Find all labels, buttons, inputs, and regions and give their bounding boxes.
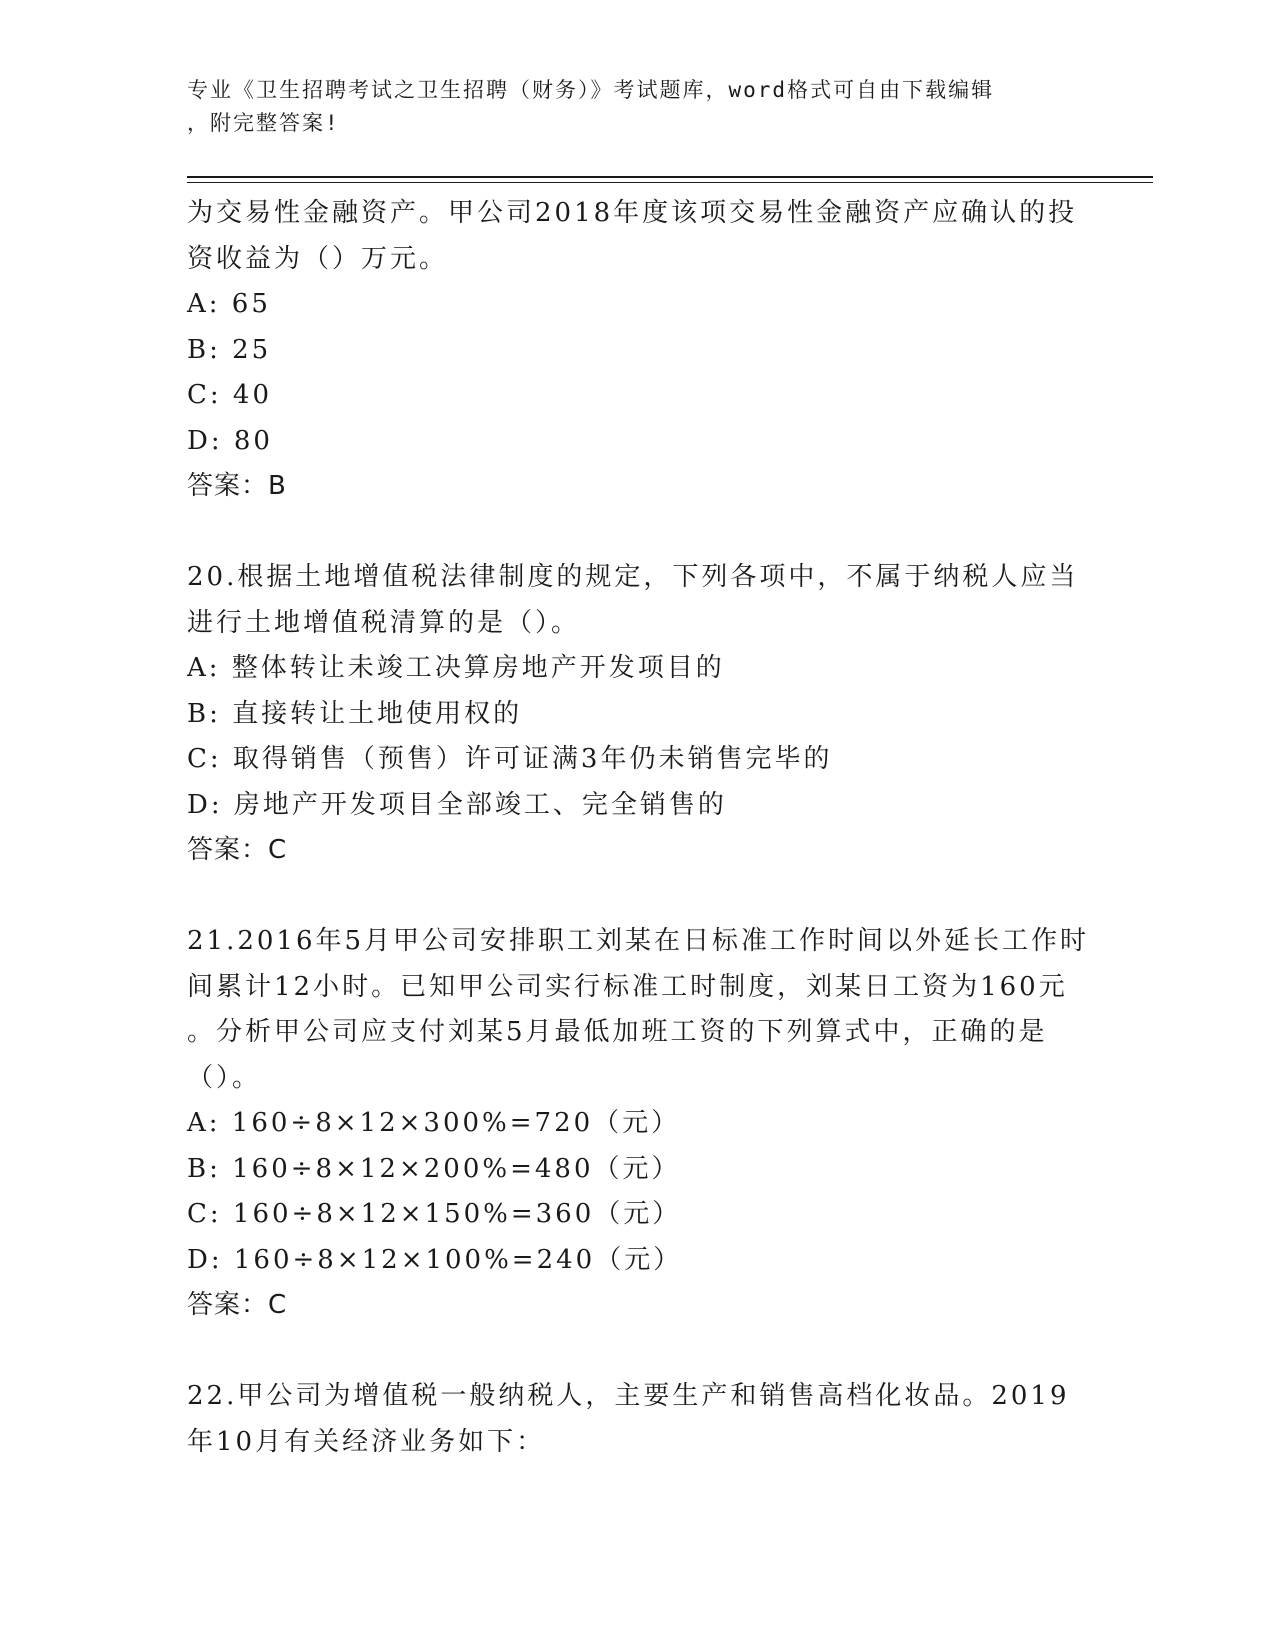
answer-line: 答案：C <box>187 835 288 865</box>
option-b: B: 160÷8×12×200%=480（元） <box>187 1153 681 1184</box>
option-c: C: 160÷8×12×150%=360（元） <box>187 1199 682 1229</box>
question-stem-line: 间累计12小时。已知甲公司实行标准工时制度，刘某日工资为160元 <box>187 971 1068 1002</box>
option-d: D: 80 <box>187 425 273 456</box>
question-21 <box>187 919 1090 1329</box>
question-22 <box>187 1374 1087 1465</box>
option-b: B: 直接转让土地使用权的 <box>187 698 523 729</box>
header-title-line-1: 专业《卫生招聘考试之卫生招聘（财务）》考试题库，word格式可自由下载编辑 <box>187 78 995 102</box>
option-d: D: 160÷8×12×100%=240（元） <box>187 1244 683 1275</box>
answer-line: 答案：C <box>187 1290 288 1320</box>
question-stem-line: 22.甲公司为增值税一般纳税人，主要生产和销售高档化妆品。2019 <box>187 1381 1070 1411</box>
option-b: B: 25 <box>187 334 272 365</box>
option-c: C: 40 <box>187 380 273 410</box>
option-a: A: 160÷8×12×300%=720（元） <box>187 1108 681 1138</box>
question-stem-line: 资收益为（）万元。 <box>187 243 449 274</box>
question-stem-line: 进行土地增值税清算的是（）。 <box>187 607 581 638</box>
question-stem-line: 21.2016年5月甲公司安排职工刘某在日标准工作时间以外延长工作时 <box>187 926 1090 956</box>
header-divider-thick <box>187 176 1153 178</box>
question-spacer <box>187 510 1087 556</box>
option-a: A: 整体转让未竣工决算房地产开发项目的 <box>187 653 725 683</box>
question-stem-line: 年10月有关经济业务如下： <box>187 1426 546 1457</box>
option-a: A: 65 <box>187 289 271 319</box>
question-spacer <box>187 874 1087 920</box>
header-title-line-2: ，附完整答案! <box>187 111 340 135</box>
option-d: D: 房地产开发项目全部竣工、完全销售的 <box>187 789 727 820</box>
question-20 <box>187 555 1087 874</box>
option-c: C: 取得销售（预售）许可证满3年仍未销售完毕的 <box>187 744 833 774</box>
question-stem-line: （）。 <box>187 1062 262 1093</box>
question-content <box>187 191 1090 1465</box>
question-continued <box>187 191 1087 510</box>
header-divider-thin <box>187 182 1153 183</box>
answer-line: 答案：B <box>187 471 287 501</box>
question-stem-line: 20.根据土地增值税法律制度的规定，下列各项中，不属于纳税人应当 <box>187 562 1079 592</box>
question-stem-line: 为交易性金融资产。甲公司2018年度该项交易性金融资产应确认的投 <box>187 198 1078 228</box>
page-header <box>187 74 1067 140</box>
question-spacer <box>187 1329 1087 1375</box>
question-stem-line: 。分析甲公司应支付刘某5月最低加班工资的下列算式中，正确的是 <box>187 1017 1048 1047</box>
